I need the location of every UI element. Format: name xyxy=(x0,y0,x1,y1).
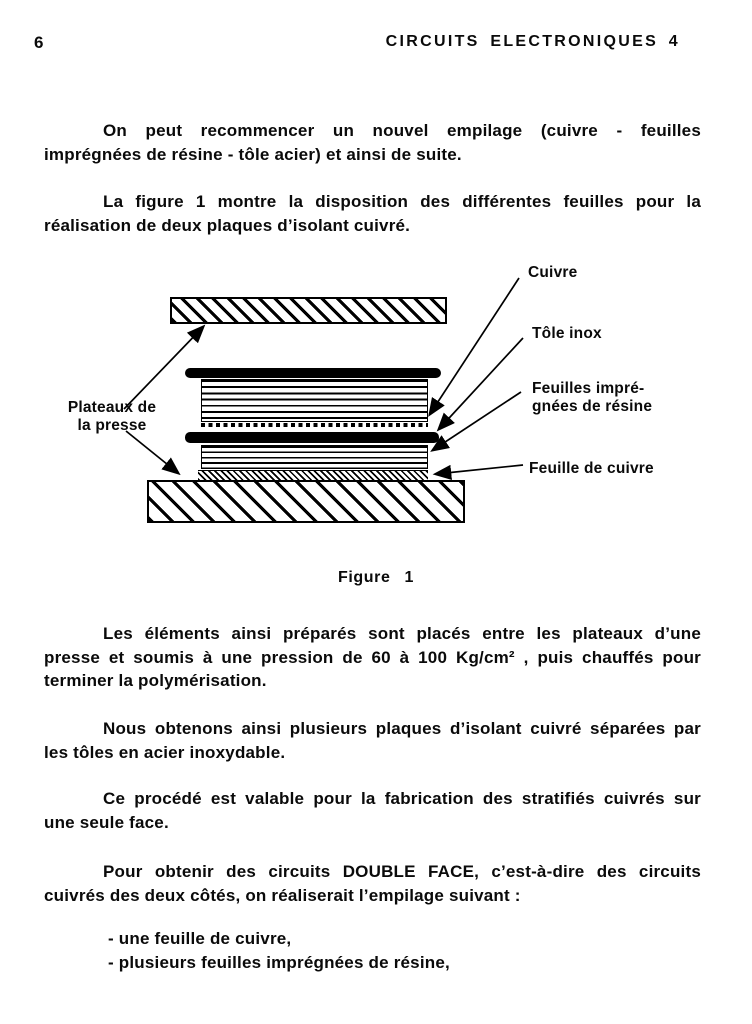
label-line: Feuilles impré- xyxy=(532,380,645,397)
resin-sheets-stack-2 xyxy=(201,445,428,469)
label-line: gnées de résine xyxy=(532,397,653,415)
label-cuivre: Cuivre xyxy=(528,264,578,281)
copper-layer-dashed xyxy=(201,423,428,428)
text-line: presse et soumis à une pression de 60 à 100 Kg/cm² , puis chauffés pour xyxy=(44,647,701,667)
paragraph xyxy=(44,622,701,693)
arrow-tole-inox xyxy=(439,338,523,429)
page-number: 6 xyxy=(34,33,45,52)
resin-sheets-stack-1 xyxy=(201,379,428,422)
paragraph xyxy=(44,190,701,237)
text-line: Nous obtenons ainsi plusieurs plaques d’isolant cuivré séparées par xyxy=(103,719,701,738)
text-line: On peut recommencer un nouvel empilage (cuivre - feuilles xyxy=(103,121,701,140)
label-line: Plateaux de xyxy=(67,399,157,416)
list-item: - plusieurs feuilles imprégnées de résine, xyxy=(108,952,450,972)
label-tole-inox: Tôle inox xyxy=(532,325,602,342)
paragraph xyxy=(44,860,701,907)
text-line: une seule face. xyxy=(44,812,169,832)
press-plate-top xyxy=(170,297,447,324)
label-line: la presse xyxy=(77,416,147,434)
copper-foil-strip xyxy=(198,470,428,480)
steel-sheet-middle xyxy=(185,432,439,443)
paragraph xyxy=(44,717,701,764)
steel-sheet-top xyxy=(185,368,441,378)
text-line: terminer la polymérisation. xyxy=(44,671,267,690)
arrow-feuille-cuivre xyxy=(436,465,523,474)
text-line: Pour obtenir des circuits DOUBLE FACE, c’est-à-dire des circuits xyxy=(103,862,701,881)
arrow-cuivre xyxy=(430,278,519,414)
text-line: imprégnées de résine - tôle acier) et ainsi de suite. xyxy=(44,144,462,164)
arrow-plateaux-bottom xyxy=(126,431,178,473)
press-plate-bottom xyxy=(147,480,465,523)
text-line: Ce procédé est valable pour la fabrication des stratifiés cuivrés sur xyxy=(103,789,701,808)
header-title: CIRCUITS ELECTRONIQUES 4 xyxy=(385,33,680,50)
stack-list xyxy=(44,927,701,974)
paragraph xyxy=(44,787,701,834)
label-feuilles-impregnees xyxy=(532,380,652,415)
text-line: Les éléments ainsi préparés sont placés entre les plateaux d’une xyxy=(103,624,701,643)
text-line: La figure 1 montre la disposition des différentes feuilles pour la xyxy=(103,192,701,211)
text-line: réalisation de deux plaques d’isolant cuivré. xyxy=(44,215,411,235)
text-line: les tôles en acier inoxydable. xyxy=(44,742,286,762)
label-plateaux-presse xyxy=(64,399,160,434)
text-line: cuivrés des deux côtés, on réaliserait l’empilage suivant : xyxy=(44,885,521,905)
figure-caption: Figure 1 xyxy=(337,569,415,586)
label-feuille-de-cuivre: Feuille de cuivre xyxy=(529,460,654,477)
list-item: - une feuille de cuivre, xyxy=(108,929,292,948)
paragraph xyxy=(44,119,701,166)
arrow-plateaux-top xyxy=(124,327,203,409)
arrow-feuilles-resine xyxy=(433,392,521,450)
